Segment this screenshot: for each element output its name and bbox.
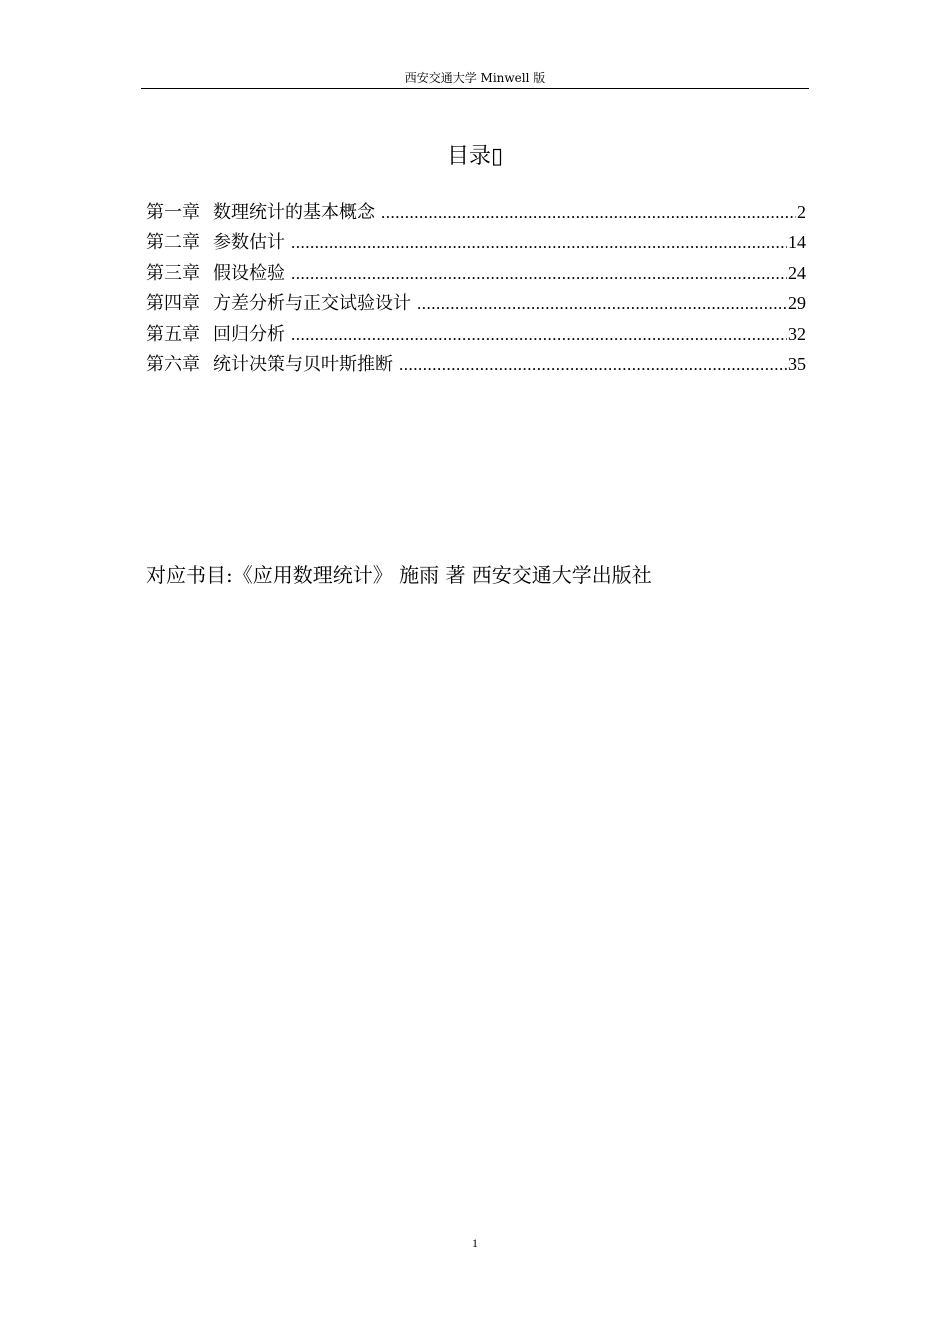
- toc-dot-leader: [291, 320, 787, 350]
- toc-chapter-label: 第三章: [146, 262, 200, 284]
- toc-entry-chapter-1[interactable]: [146, 197, 806, 227]
- toc-dot-leader: [417, 289, 787, 319]
- toc-entry-chapter-3[interactable]: [146, 258, 806, 288]
- toc-dot-leader: [291, 228, 787, 258]
- toc-dot-leader: [381, 198, 796, 228]
- toc-page-number: 29: [788, 293, 806, 314]
- toc-page-number: 24: [788, 262, 806, 283]
- toc-entry-chapter-5[interactable]: [146, 319, 806, 349]
- toc-chapter-title: 假设检验: [213, 262, 285, 284]
- toc-entry-chapter-2[interactable]: [146, 227, 806, 257]
- toc-title: 目录▯: [446, 144, 504, 169]
- toc-chapter-label: 第四章: [146, 293, 200, 315]
- toc-page-number: 32: [788, 323, 806, 344]
- toc-chapter-title: 方差分析与正交试验设计: [213, 293, 411, 315]
- toc-chapter-title: 数理统计的基本概念: [213, 202, 375, 223]
- page-number: 1: [472, 1236, 478, 1250]
- page-header: [141, 68, 809, 88]
- toc-page-number: 35: [788, 353, 806, 374]
- toc-chapter-title: 参数估计: [213, 232, 285, 254]
- toc-page-number: 2: [797, 202, 806, 222]
- toc-chapter-label: 第五章: [146, 323, 200, 345]
- toc-entry-chapter-4[interactable]: [146, 288, 806, 318]
- toc-chapter-label: 第一章: [146, 202, 200, 223]
- toc-dot-leader: [291, 259, 787, 289]
- header-rule: [141, 88, 809, 89]
- toc-chapter-label: 第六章: [146, 353, 200, 375]
- toc-page-number: 14: [788, 232, 806, 253]
- reference-book-line: 对应书目:《应用数理统计》 施雨 著 西安交通大学出版社: [146, 563, 652, 587]
- header-text: 西安交通大学 Minwell 版: [404, 71, 546, 85]
- toc-chapter-label: 第二章: [146, 232, 200, 254]
- toc-entry-chapter-6[interactable]: [146, 349, 806, 379]
- toc-dot-leader: [399, 350, 787, 380]
- toc-chapter-title: 回归分析: [213, 323, 285, 345]
- toc-list: [146, 197, 806, 379]
- toc-chapter-title: 统计决策与贝叶斯推断: [213, 353, 393, 375]
